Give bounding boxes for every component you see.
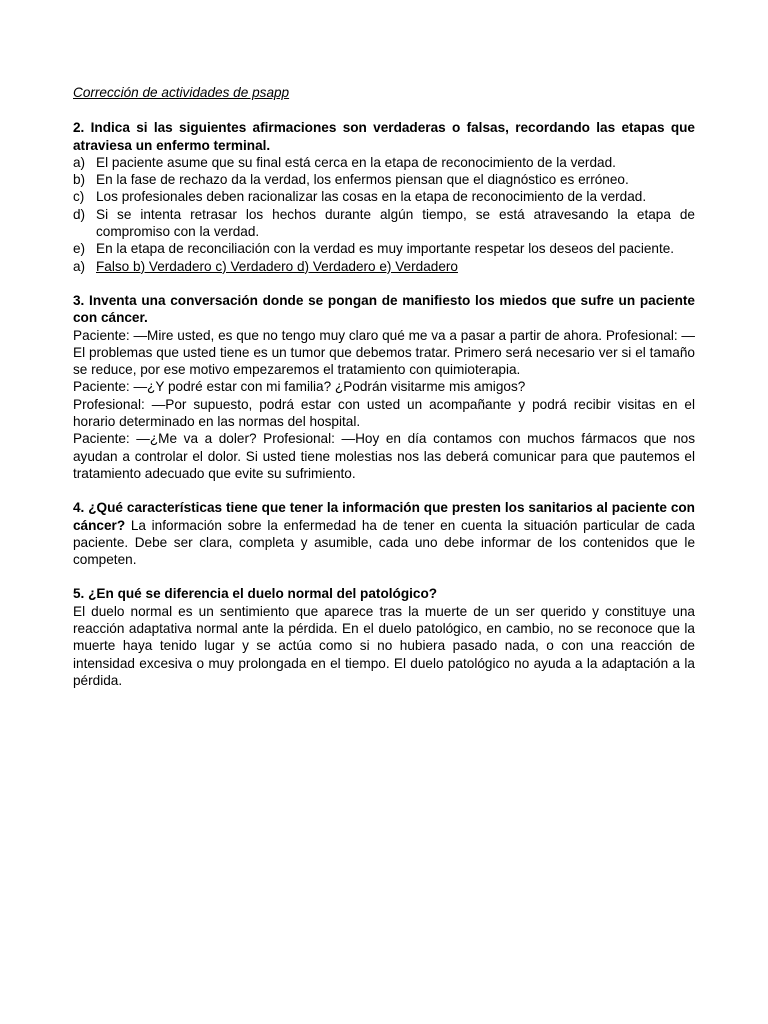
- statement-text: En la fase de rechazo da la verdad, los enfermos piensan que el diagnóstico es erróneo.: [96, 172, 629, 188]
- statement-label: a): [73, 154, 86, 170]
- statement-item: [73, 171, 695, 188]
- section-4: [73, 499, 695, 568]
- question-4: 4. ¿Qué características tiene que tener la información que presten los sanitarios al paciente con cáncer?: [73, 500, 695, 533]
- section-5: [73, 585, 695, 689]
- paragraph-4: [73, 499, 695, 568]
- statement-label: e): [73, 241, 86, 257]
- statement-item: [73, 206, 695, 241]
- dialogue-line: Paciente: —Mire usted, es que no tengo muy claro qué me va a pasar a partir de ahora. Profesional: —El problemas que usted tiene es un tumor que debemos tratar. Primero será necesario ver si el tamaño se reduce, por ese motivo empezaremos el tratamiento con quimioterapia.: [73, 327, 695, 378]
- answer-label: a): [73, 258, 86, 274]
- section-2: [73, 119, 695, 275]
- statement-text: En la etapa de reconciliación con la verdad es muy importante respetar los deseos del paciente.: [96, 241, 675, 257]
- document-title: Corrección de actividades de psapp: [73, 85, 290, 100]
- answer-wrapper: [96, 258, 695, 275]
- question-3: 3. Inventa una conversación donde se pongan de manifiesto los miedos que sufre un paciente con cáncer.: [73, 292, 695, 326]
- dialogue-line: Profesional: —Por supuesto, podrá estar con usted un acompañante y podrá recibir visitas en el horario determinado en las normas del hospital.: [73, 396, 695, 430]
- section-3: [73, 292, 695, 482]
- statement-label: b): [73, 172, 86, 188]
- question-5: 5. ¿En qué se diferencia el duelo normal del patológico?: [73, 586, 438, 602]
- dialogue-line: Paciente: —¿Y podré estar con mi familia? ¿Podrán visitarme mis amigos?: [73, 379, 526, 395]
- statement-label: c): [73, 189, 85, 205]
- statement-list: [73, 154, 695, 275]
- statement-text: Los profesionales deben racionalizar las cosas en la etapa de reconocimiento de la verdad.: [96, 189, 647, 205]
- statement-text: Si se intenta retrasar los hechos durante algún tiempo, se está atravesando la etapa de compromiso con la verdad.: [96, 206, 695, 240]
- statement-label: d): [73, 206, 86, 222]
- statement-item: [73, 188, 695, 205]
- answer-text: Falso b) Verdadero c) Verdadero d) Verdadero e) Verdadero: [96, 258, 458, 274]
- question-2: 2. Indica si las siguientes afirmaciones son verdaderas o falsas, recordando las etapas que atraviesa un enfermo terminal.: [73, 120, 695, 153]
- statement-item: [73, 154, 695, 171]
- statement-text: El paciente asume que su final está cerca en la etapa de reconocimiento de la verdad.: [96, 154, 616, 170]
- statement-item: [73, 240, 695, 257]
- answer-item: [73, 258, 695, 275]
- answer-5: El duelo normal es un sentimiento que aparece tras la muerte de un ser querido y constituye una reacción adaptativa normal ante la pérdida. En el duelo patológico, en cambio, no se reconoce que la muerte haya tenido lugar y se actúa como si no hubiera pasado nada, o con una reacción de intensidad excesiva o muy prolongada en el tiempo. El duelo patológico no ayuda a la adaptación a la pérdida.: [73, 603, 695, 688]
- dialogue-line: Paciente: —¿Me va a doler? Profesional: —Hoy en día contamos con muchos fármacos que nos ayudan a controlar el dolor. Si usted tiene molestias nos las deberá comunicar para que pautemos el tratamiento adecuado que evite su sufrimiento.: [73, 431, 695, 481]
- answer-4: La información sobre la enfermedad ha de tener en cuenta la situación particular de cada paciente. Debe ser clara, completa y asumible, cada uno debe informar de los contenidos que le competen.: [73, 517, 695, 568]
